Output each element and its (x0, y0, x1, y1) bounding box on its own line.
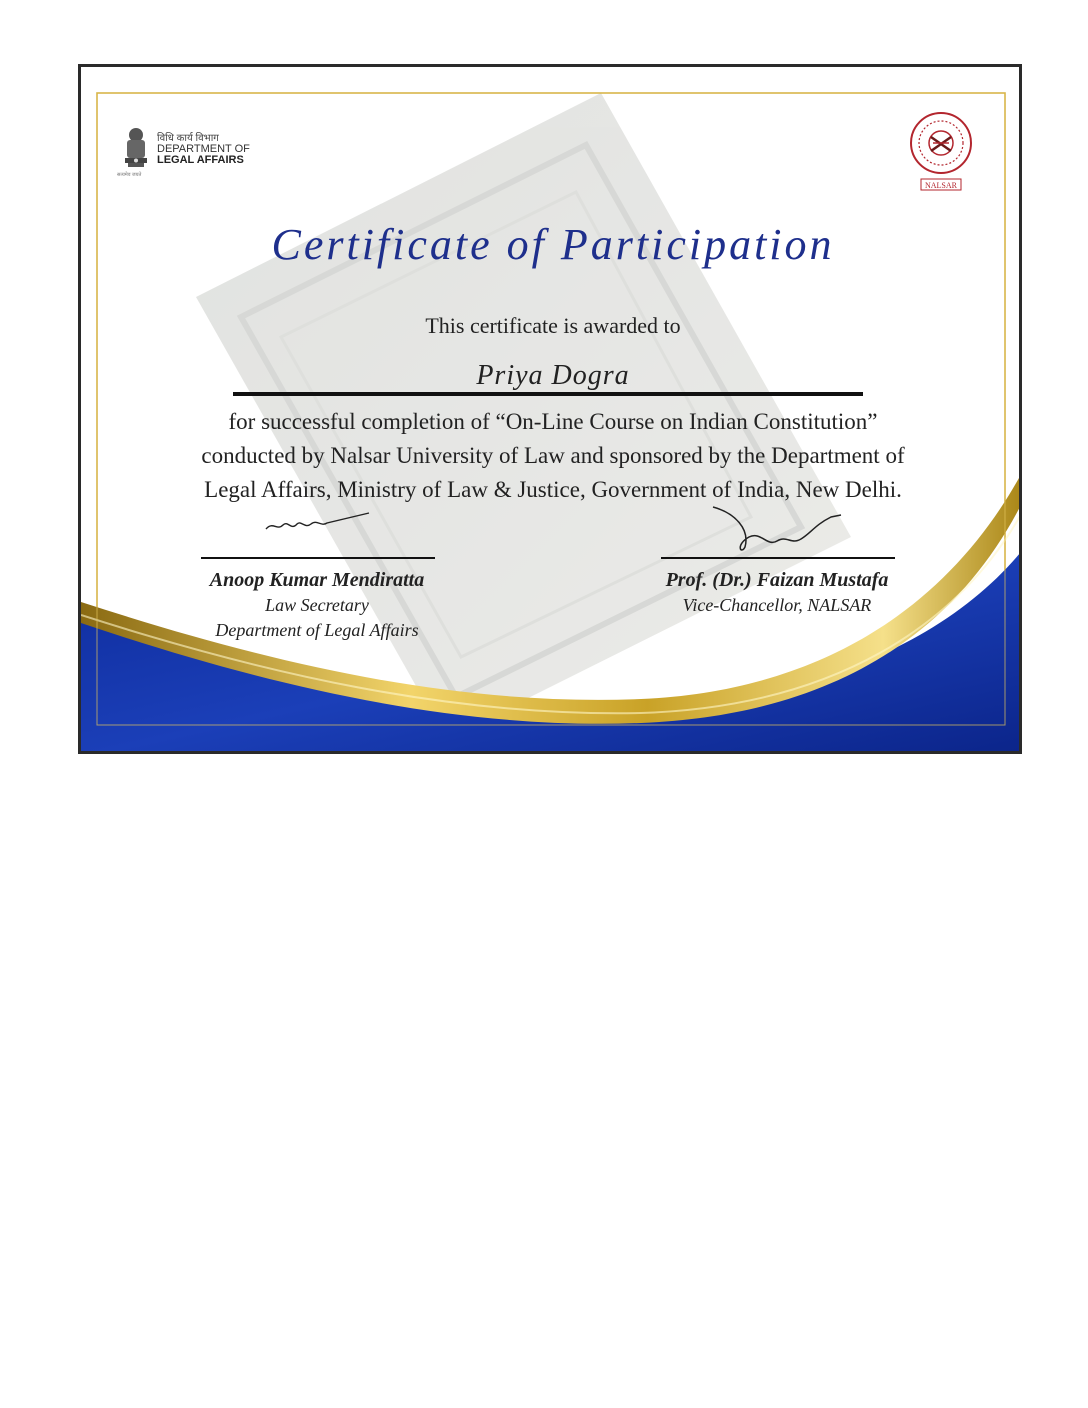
left-signatory (157, 567, 477, 643)
body-line-3: Legal Affairs, Ministry of Law & Justice, Government of India, New Delhi. (204, 477, 902, 502)
certificate-title: Certificate of Participation (271, 220, 835, 269)
certificate (78, 64, 1022, 754)
right-signatory (617, 567, 937, 618)
nalsar-seal-icon (903, 107, 979, 203)
left-signatory-name: Anoop Kumar Mendiratta (209, 569, 425, 591)
department-line2: LEGAL AFFAIRS (157, 154, 244, 166)
right-signatory-name: Prof. (Dr.) Faizan Mustafa (665, 569, 889, 591)
body-line-1: for successful completion of “On-Line Course on Indian Constitution” (228, 409, 878, 434)
recipient-name: Priya Dogra (476, 360, 630, 391)
certificate-body (151, 405, 955, 507)
department-hindi: विधि कार्य विभाग (157, 133, 219, 144)
emblem-caption: सत्यमेव जयते (117, 172, 142, 178)
nalsar-label: NALSAR (924, 181, 958, 190)
right-signature-line (661, 557, 895, 559)
left-signatory-title: Law Secretary (265, 595, 369, 615)
left-signatory-department: Department of Legal Affairs (215, 620, 419, 640)
national-emblem-icon (121, 125, 151, 175)
body-line-2: conducted by Nalsar University of Law and sponsored by the Department of (201, 443, 905, 468)
left-signature-mark (261, 509, 371, 537)
department-logo-text (157, 133, 250, 166)
recipient-underline (233, 392, 863, 396)
awarded-text: This certificate is awarded to (425, 313, 681, 338)
department-line1: DEPARTMENT OF (157, 143, 250, 155)
right-signature-mark (705, 503, 845, 557)
left-signature-line (201, 557, 435, 559)
right-signatory-title: Vice-Chancellor, NALSAR (682, 595, 872, 615)
